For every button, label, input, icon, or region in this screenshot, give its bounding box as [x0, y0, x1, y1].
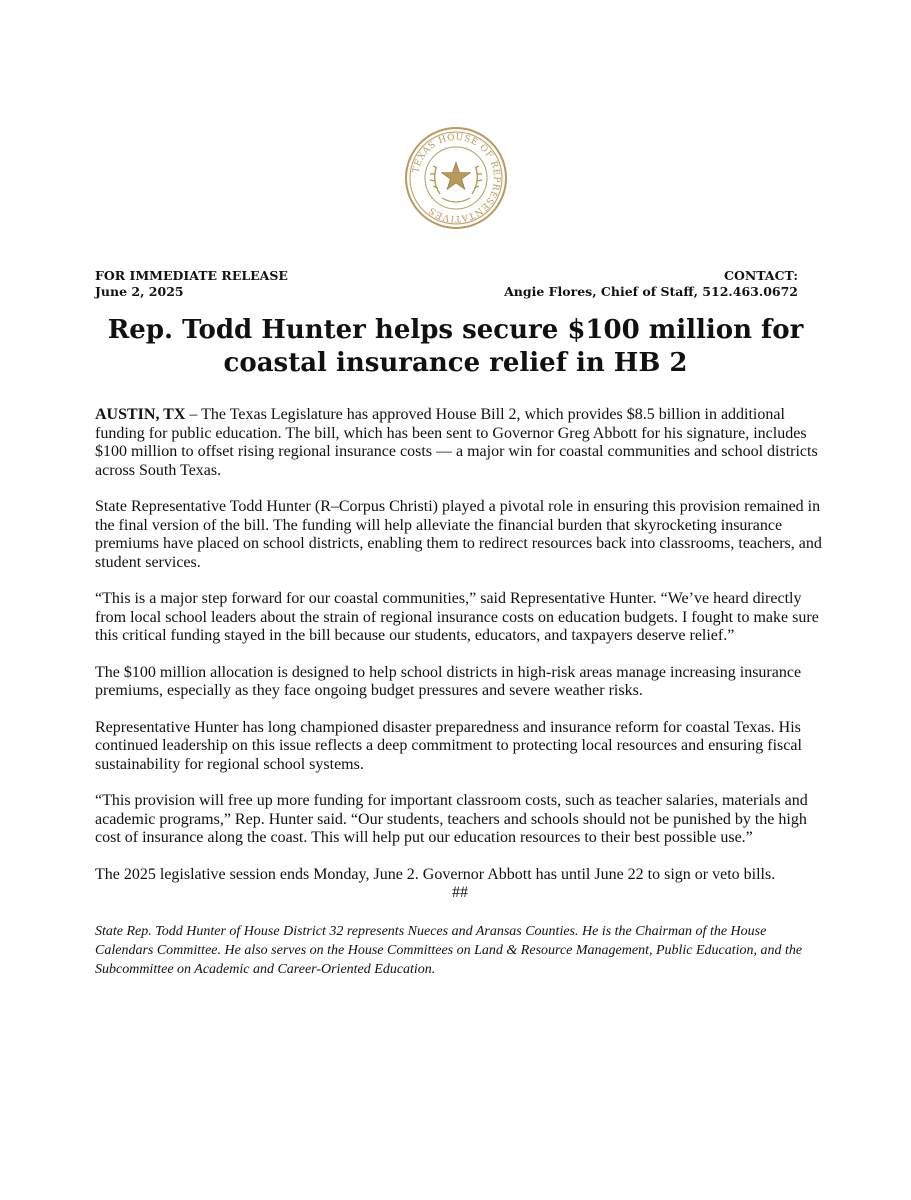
paragraph-5: Representative Hunter has long championed disaster preparedness and insurance reform for coastal Texas. His continued leadership on this issue reflects a deep commitment to protecting local resources and ensuring fiscal sustainability for regional school systems. [95, 718, 802, 773]
contact-label: CONTACT: [724, 268, 798, 283]
release-date: June 2, 2025 [95, 284, 184, 299]
contact-detail: Angie Flores, Chief of Staff, 512.463.0672 [504, 284, 798, 299]
paragraph-4: The $100 million allocation is designed to help school districts in high-risk areas manage increasing insurance premiums, especially as they face ongoing budget pressures and severe weather risks. [95, 663, 802, 699]
contact-info [504, 268, 798, 300]
texas-house-seal-icon [404, 126, 508, 230]
article-body [95, 406, 825, 997]
release-info [95, 268, 288, 300]
paragraph-3: “This is a major step forward for our coastal communities,” said Representative Hunter. “We’ve heard directly from local school leaders about the strain of regional insurance costs on education budgets. I fought to make sure this critical funding stayed in the bill because our students, educators, and taxpayers deserve relief.” [95, 590, 819, 644]
author-bio: State Rep. Todd Hunter of House District 32 represents Nueces and Aransas Counties. He is the Chairman of the House Calendars Committee. He also serves on the House Committees on Land & Resource Management, Public Education, and the Subcommittee on Academic and Career-Oriented Education. [95, 923, 803, 977]
paragraph-6: “This provision will free up more funding for important classroom costs, such as teacher salaries, materials and academic programs,” Rep. Hunter said. “Our students, teachers and schools should not be punished by the high cost of insurance along the coast. This will help put our education resources to their best possible use.” [95, 792, 808, 846]
paragraph-7: The 2025 legislative session ends Monday, June 2. Governor Abbott has until June 22 to sign or veto bills. [95, 865, 776, 883]
svg-text:TEXAS HOUSE OF REPRESENTATIVES: TEXAS HOUSE OF REPRESENTATIVES [411, 132, 502, 224]
release-label: FOR IMMEDIATE RELEASE [95, 268, 288, 283]
paragraph-1-text: – The Texas Legislature has approved House Bill 2, which provides $8.5 billion in additional funding for public education. The bill, which has been sent to Governor Greg Abbott for his signature, includes $100 million to offset rising regional insurance costs — a major win for coastal communities and school districts across South Texas. [95, 406, 818, 479]
dateline: AUSTIN, TX [95, 406, 186, 423]
end-mark: ## [452, 884, 468, 901]
headline-line-1: Rep. Todd Hunter helps secure $100 million for [107, 315, 804, 345]
headline-line-2: coastal insurance relief in HB 2 [223, 348, 688, 378]
paragraph-1 [95, 406, 825, 480]
headline [60, 314, 851, 380]
paragraph-2: State Representative Todd Hunter (R–Corpus Christi) played a pivotal role in ensuring this provision remained in the final version of the bill. The funding will help alleviate the financial burden that skyrocketing insurance premiums have placed on school districts, enabling them to redirect resources back into classrooms, teachers, and student services. [95, 498, 822, 571]
